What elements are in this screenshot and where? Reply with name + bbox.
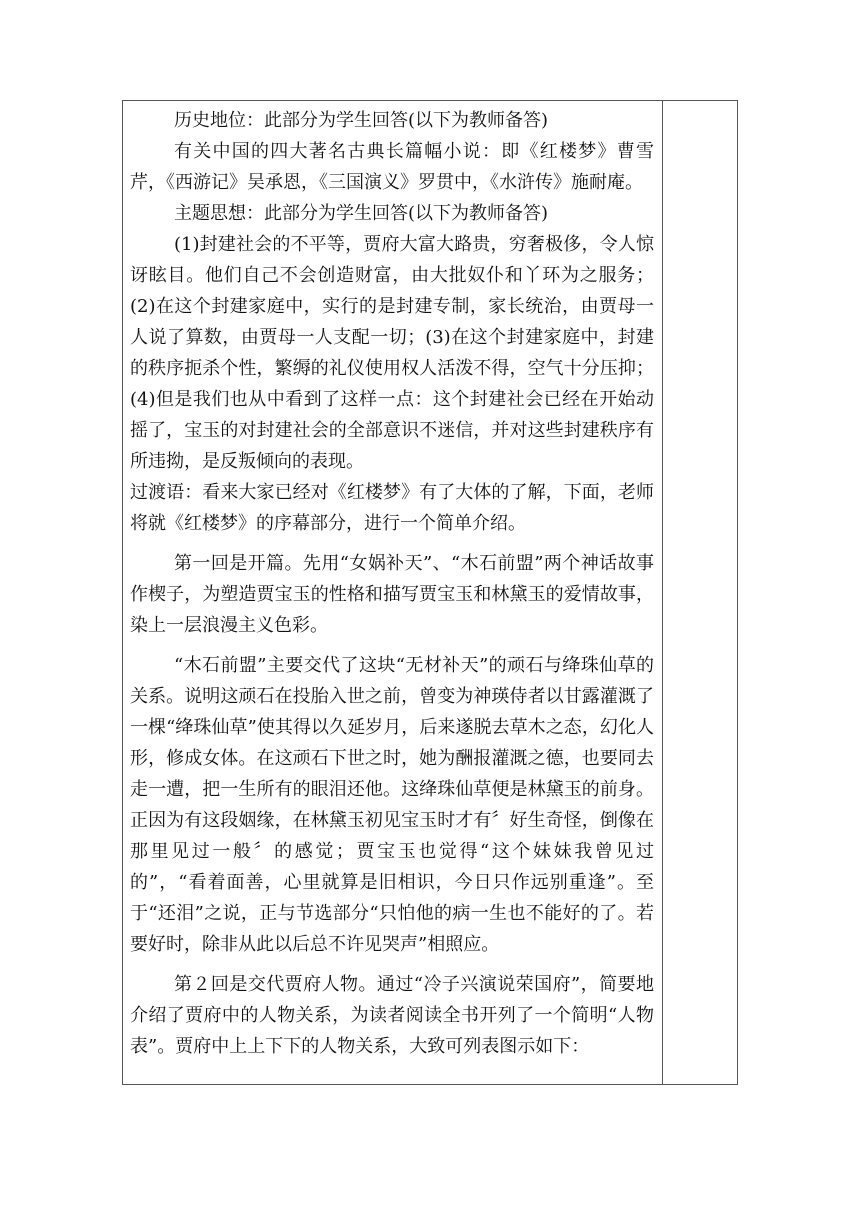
paragraph-chapter-two: 第２回是交代贾府人物。通过“冷子兴演说荣国府”，简要地介绍了贾府中的人物关系，为读者阅读全书开列了一个简明“人物表”。贾府中上上下下的人物关系，大致可列表图示如下： (130, 974, 654, 1057)
paragraph-transition: 过渡语：看来大家已经对《红楼梦》有了大体的了解，下面，老师将就《红楼梦》的序幕部分，进行一个简单介绍。 (130, 482, 654, 534)
content-cell (130, 105, 654, 1062)
paragraph-four-classics: 有关中国的四大著名古典长篇幅小说：即《红楼梦》曹雪芹，《西游记》吴承恩，《三国演义》罗贯中，《水浒传》施耐庵。 (130, 141, 654, 193)
paragraph-theme-points: (1)封建社会的不平等，贾府大富大路贵，穷奢极侈，令人惊讶眩目。他们自己不会创造财富，由大批奴仆和丫环为之服务；(2)在这个封建家庭中，实行的是封建专制，家长统治，由贾母一人说了算数，由贾母一人支配一切；(3)在这个封建家庭中，封建的秩序扼杀个性，繁缛的礼仪使用权人活泼不得，空气十分压抑；(4)但是我们也从中看到了这样一点：这个封建社会已经在开始动摇了，宝玉的对封建社会的全部意识不迷信，并对这些封建秩序有所违拗，是反叛倾向的表现。 (130, 234, 654, 472)
paragraph-historical-status: 历史地位：此部分为学生回答(以下为教师备答) (174, 110, 549, 131)
paragraph-chapter-one: 第一回是开篇。先用“女娲补天”、“木石前盟”两个神话故事作楔子，为塑造贾宝玉的性格和描写贾宝玉和林黛玉的爱情故事，染上一层浪漫主义色彩。 (130, 553, 654, 636)
paragraph-mushi-qianmeng: “木石前盟”主要交代了这块“无材补天”的顽石与绛珠仙草的关系。说明这顽石在投胎入世之前，曾变为神瑛侍者以甘露灌溉了一棵“绛珠仙草”使其得以久延岁月，后来遂脱去草木之态，幻化人形，修成女体。在这顽石下世之时，她为酬报灌溉之德，也要同去走一遭，把一生所有的眼泪还他。这绛珠仙草便是林黛玉的前身。正因为有这段姻缘，在林黛玉初见宝玉时才有〞好生奇怪，倒像在那里见过一般〞的感觉；贾宝玉也觉得“这个妹妹我曾见过的”，“看着面善，心里就算是旧相识，今日只作远别重逢”。至于“还泪”之说，正与节选部分“只怕他的病一生也不能好的了。若要好时，除非从此以后总不许见哭声”相照应。 (130, 655, 654, 955)
paragraph-theme-heading: 主题思想：此部分为学生回答(以下为教师备答) (174, 203, 549, 224)
side-column-cell (663, 101, 737, 1084)
